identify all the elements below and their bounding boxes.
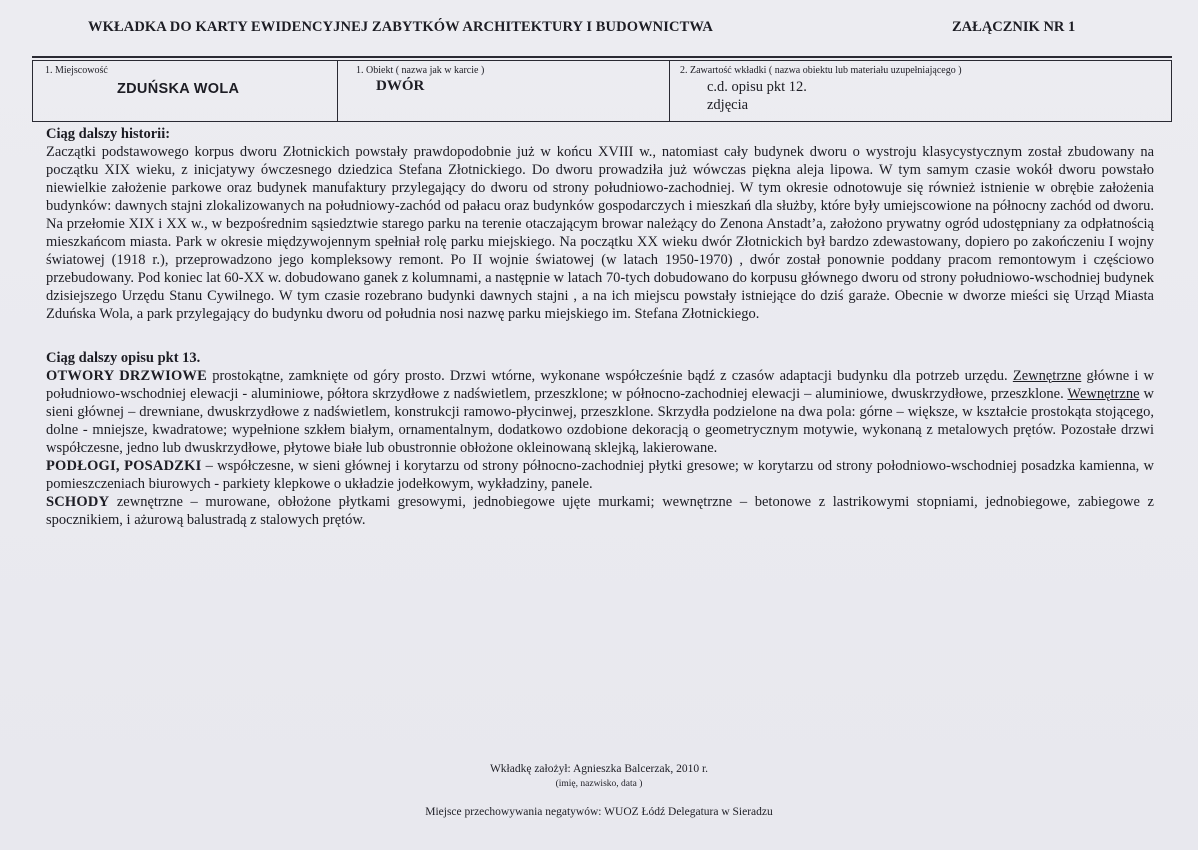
negatives-storage: Miejsce przechowywania negatywów: WUOZ Łódź Delegatura w Sieradzu xyxy=(425,806,773,818)
metadata-table xyxy=(32,60,1172,122)
external-term: Zewnętrzne xyxy=(1012,368,1082,384)
internal-term: Wewnętrzne xyxy=(1067,386,1140,402)
floors-term: PODŁOGI, POSADZKI xyxy=(46,458,202,474)
contents-line-1: c.d. opisu pkt 12. xyxy=(707,79,807,95)
contents-label: 2. Zawartość wkładki ( nazwa obiektu lub materiału uzupełniającego ) xyxy=(680,65,962,76)
locality-value: ZDUŃSKA WOLA xyxy=(117,81,240,97)
floors-text: – współczesne, w sieni głównej i korytarzu od strony północno-zachodniej płytki gresowe; w korytarzu od strony połodniowo-wschodniej posadzka kamienna, w pomieszczeniach biurowych - parkiety klepkowe o układzie jodełkowym, wykładziny, panele. xyxy=(46,458,1154,492)
section-spacer xyxy=(46,323,1154,349)
signed-by: Wkładkę założył: Agnieszka Balcerzak, 2010 r. xyxy=(489,763,709,775)
contents-cell xyxy=(670,61,1173,121)
document-body xyxy=(46,125,1154,529)
locality-label: 1. Miejscowość xyxy=(45,65,108,76)
contents-line-2: zdjęcia xyxy=(707,97,749,113)
signed-by-caption: (imię, nazwisko, data ) xyxy=(555,779,643,789)
contents-value xyxy=(707,78,807,114)
openings-text-2: główne i w południowo-wschodniej elewacji - aluminiowe, półtora skrzydłowe z nadświetlem, przeszklone; w północno-zachodniej elewacji – aluminiowe, dwuskrzydłowe, przeszklone. xyxy=(46,368,1154,402)
locality-cell xyxy=(33,61,338,121)
object-value: DWÓR xyxy=(376,78,425,94)
document-title: WKŁADKA DO KARTY EWIDENCYJNEJ ZABYTKÓW ARCHITEKTURY I BUDOWNICTWA xyxy=(88,19,713,35)
history-heading: Ciąg dalszy historii: xyxy=(46,126,171,142)
history-paragraph: Zaczątki podstawowego korpus dworu Złotnickich powstały prawdopodobnie już w końcu XVIII w., natomiast cały budynek dworu o wystroju klasycystycznym został zbudowany na początku XIX wieku, z inicjatywy ówczesnego dziedzica Stefana Złotnickiego. Do dworu prowadziła już wówczas piękna aleja lipowa. W tym samym czasie wokół dworu powstało niewielkie założenie parkowe oraz budynek manufaktury przylegający do dworu od strony południowo-zachodniej. W tym okresie odnotowuje się również istnienie w obrębie założenia budynków: dawnych stajni zlokalizowanych na południowy-zachód od pałacu oraz budynków gospodarczych i mieszkań dla służby, które były umiejscowione na północny zachód od dworu. Na przełomie XIX i XX w., w bezpośrednim sąsiedztwie starego parku na terenie otaczającym browar należący do Zenona Anstadt’a, założono prywatny ogród udostępniany za odpłatnością mieszkańcom miasta. Park w okresie międzywojennym spełniał rolę parku miejskiego. Na początku XX wieku dwór Złotnickich był bardzo zdewastowany, dopiero po zakończeniu I wojny światowej (1918 r.), przeprowadzono jego kompleksowy remont. Po II wojnie światowej (w latach 1950-1970) , dwór został ponownie poddany pracom remontowym i częściowo przebudowany. Pod koniec lat 60-XX w. dobudowano ganek z kolumnami, a następnie w latach 70-tych dobudowano do korpusu głównego dworu od strony południowo-wschodniej budynek dzisiejszego Urzędu Stanu Cywilnego. W tym czasie rozebrano budynki dawnych stajni , a na ich miejscu powstały istniejące do dziś garaże. Obecnie w dworze mieści się Urząd Miasta Zduńska Wola, a park przylegający do budynku dworu od południa nosi nazwę parku miejskiego im. Stefana Złotnickiego. xyxy=(46,144,1154,322)
header-divider xyxy=(32,56,1172,58)
description-heading: Ciąg dalszy opisu pkt 13. xyxy=(46,350,201,366)
floors-paragraph xyxy=(46,457,1154,493)
object-label: 1. Obiekt ( nazwa jak w karcie ) xyxy=(356,65,485,76)
openings-term: OTWORY DRZWIOWE xyxy=(46,368,208,384)
stairs-text: zewnętrzne – murowane, obłożone płytkami gresowymi, jednobiegowe ujęte murkami; wewnętrzne – betonowe z lastrikowymi stopniami, jednobiegowe, zabiegowe z spocznikiem, i ażurową balustradą z stalowych prętów. xyxy=(46,494,1154,528)
openings-text-1: prostokątne, zamknięte od góry prosto. Drzwi wtórne, wykonane współcześnie bądź z czasów adaptacji budynku dla potrzeb urzędu. xyxy=(207,368,1013,384)
annex-number: ZAŁĄCZNIK NR 1 xyxy=(952,19,1076,35)
object-cell xyxy=(338,61,670,121)
stairs-paragraph xyxy=(46,493,1154,529)
openings-text-3: w sieni głównej – drewniane, dwuskrzydłowe z nadświetlem, konstrukcji ramowo-płycinwej, przeszklone. Skrzydła podzielone na dwa pola: górne – większe, w kształcie prostokąta stojącego, dolne - mniejsze, kwadratowe; wypełnione szkłem białym, ornamentalnym, dodatkowo ozdobione dekoracją o geometrycznym motywie, wykonaną z metalowych prętów. Pozostałe drzwi współczesne, jedno lub dwuskrzydłowe, płytowe białe lub obustronnie obłożone okleinowaną sklejką, lakierowane. xyxy=(46,386,1154,456)
stairs-term: SCHODY xyxy=(46,494,110,510)
openings-paragraph xyxy=(46,367,1154,457)
